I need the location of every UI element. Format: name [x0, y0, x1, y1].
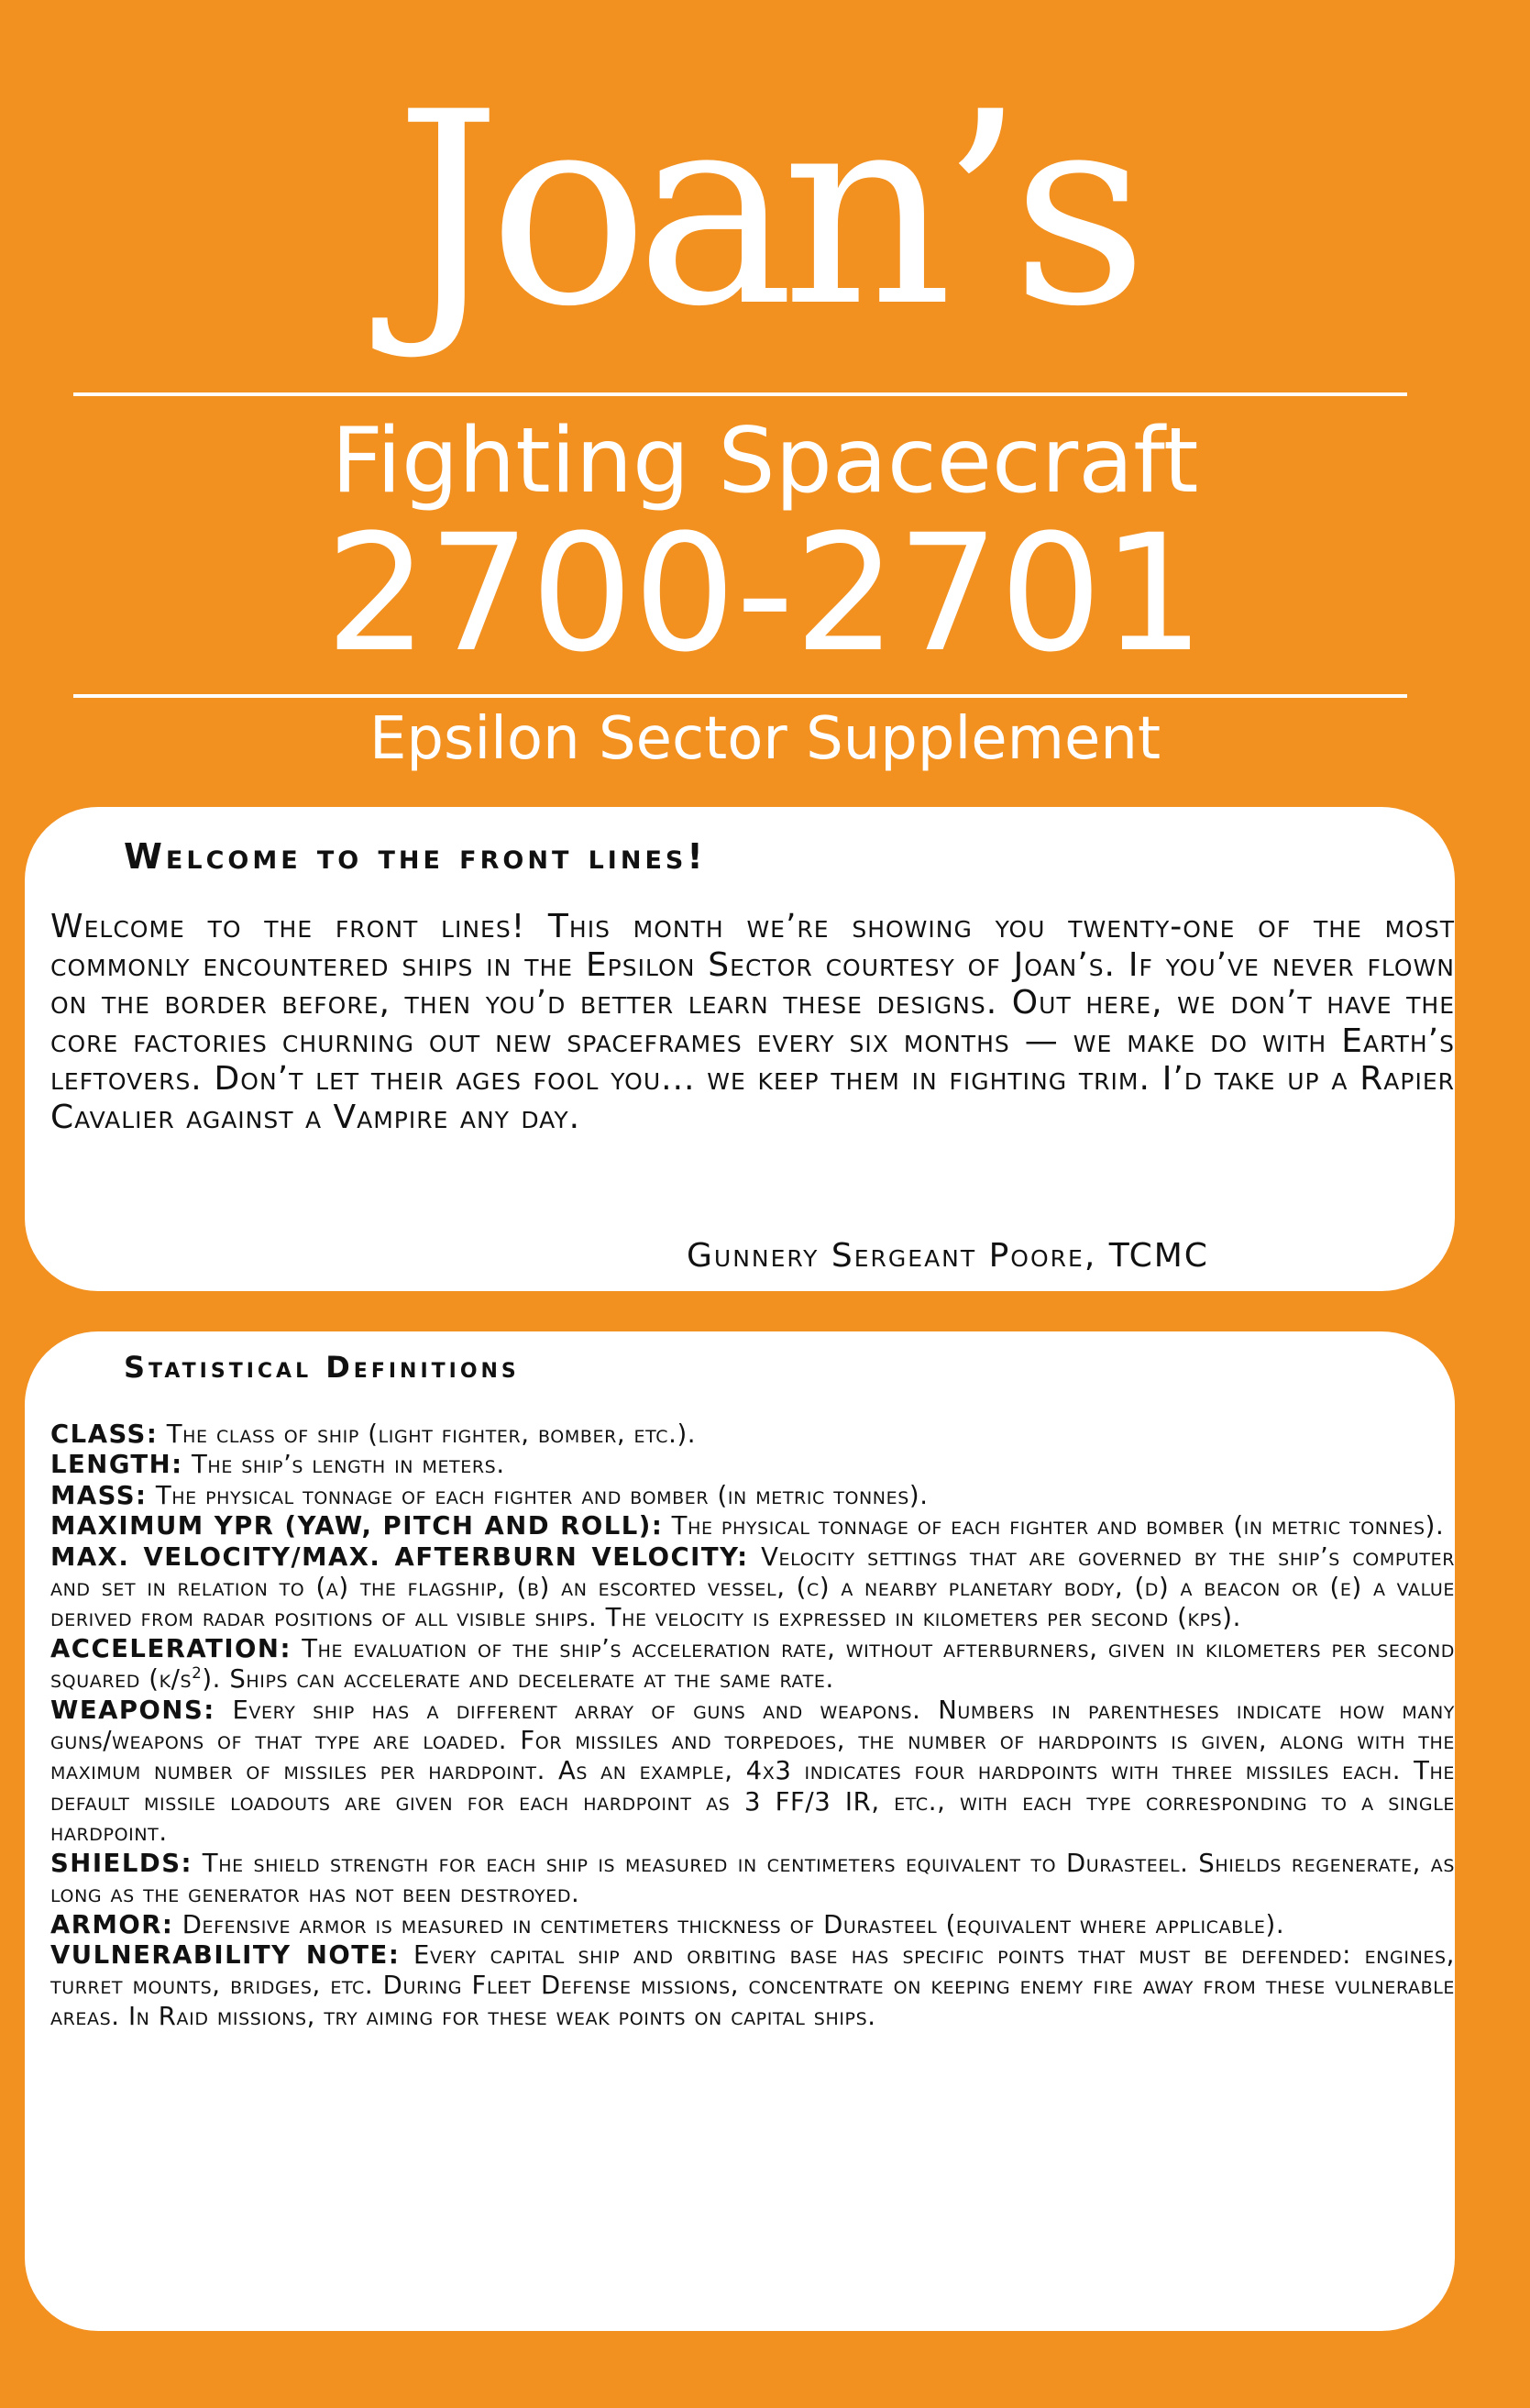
definition-shields: [50, 1849, 1455, 1910]
definition-text: Every capital ship and orbiting base has specific points that must be defended: engines, turret mounts, bridges, etc. During Fleet Defense missions, concentrate on keeping enemy fire away from these vulnerable areas. In Raid missions, try aiming for these weak points on capital ships.: [50, 1939, 1455, 2031]
welcome-body: Welcome to the front lines! This month we’re showing you twenty-one of the most commonly encountered ships in the Epsilon Sector courtesy of Joan’s. If you’ve never flown on the border before, then you’d better learn these designs. Out here, we don’t have the core factories churning out new spaceframes every six months — we make do with Earth’s leftovers. Don’t let their ages fool you... we keep them in fighting trim. I’d take up a Rapier Cavalier against a Vampire any day.: [50, 908, 1455, 1136]
definition-weapons: [50, 1696, 1455, 1849]
publication-years: 2700-2701: [325, 500, 1205, 688]
definition-armor: [50, 1910, 1455, 1940]
masthead: [0, 0, 1530, 798]
definition-term: VULNERABILITY NOTE:: [50, 1939, 401, 1970]
definition-text: The evaluation of the ship’s acceleration rate, without afterburners, given in kilometers per second squared (k/s: [50, 1633, 1455, 1695]
welcome-heading: Welcome to the front lines!: [124, 836, 707, 877]
definition-text-continued: ). Ships can accelerate and decelerate at the same rate.: [202, 1664, 834, 1695]
definition-term: MASS:: [50, 1480, 148, 1510]
definition-acceleration: [50, 1634, 1455, 1696]
definition-text: The physical tonnage of each fighter and bomber (in metric tonnes).: [663, 1511, 1445, 1541]
definition-text: The physical tonnage of each fighter and bomber (in metric tonnes).: [147, 1480, 929, 1510]
definition-superscript: 2: [192, 1664, 203, 1683]
welcome-signature: Gunnery Sergeant Poore, TCMC: [687, 1237, 1209, 1275]
definition-term: MAX. VELOCITY/MAX. AFTERBURN VELOCITY:: [50, 1541, 749, 1572]
stats-heading: Statistical Definitions: [124, 1350, 520, 1385]
definition-length: [50, 1450, 1455, 1480]
definition-text: Velocity settings that are governed by the ship’s computer and set in relation to (a) the flagship, (b) an escorted vessel, (c) a nearby planetary body, (d) a beacon or (e) a value derived from radar positions of all visible ships. The velocity is expressed in kilometers per second (kps).: [50, 1541, 1455, 1633]
definition-text: The shield strength for each ship is measured in centimeters equivalent to Durasteel. Shields regenerate, as long as the generator has not been destroyed.: [50, 1848, 1455, 1909]
brand-logo: Joan’s: [394, 56, 1136, 365]
definition-text: The class of ship (light fighter, bomber, etc.).: [158, 1419, 697, 1449]
masthead-divider-top: [73, 392, 1407, 396]
definition-text: Every ship has a different array of guns and weapons. Numbers in parentheses indicate how many guns/weapons of that type are loaded. For missiles and torpedoes, the number of hardpoints is given, along with the maximum number of missiles per hardpoint. As an example, 4x3 indicates four hardpoints with three missiles each. The default missile loadouts are given for each hardpoint as 3 FF/3 IR, etc., with each type corresponding to a single hardpoint.: [50, 1695, 1455, 1848]
definition-max-velocity: [50, 1542, 1455, 1634]
definition-mass: [50, 1481, 1455, 1511]
definition-text: Defensive armor is measured in centimeters thickness of Durasteel (equivalent where applicable).: [173, 1909, 1285, 1939]
definition-term: SHIELDS:: [50, 1848, 193, 1878]
definition-term: ARMOR:: [50, 1909, 174, 1939]
definition-vulnerability-note: [50, 1940, 1455, 2032]
statistical-definitions-panel: [25, 1331, 1455, 2331]
definition-term: CLASS:: [50, 1419, 159, 1449]
definition-maximum-ypr: [50, 1511, 1455, 1541]
definition-class: [50, 1419, 1455, 1450]
supplement-title: Epsilon Sector Supplement: [369, 705, 1161, 773]
definitions-list: [50, 1419, 1455, 2032]
welcome-panel: [25, 807, 1455, 1291]
definition-term: LENGTH:: [50, 1450, 183, 1480]
definition-term: MAXIMUM YPR (YAW, PITCH AND ROLL):: [50, 1511, 664, 1541]
definition-text: The ship’s length in meters.: [182, 1450, 505, 1480]
definition-term: ACCELERATION:: [50, 1633, 292, 1663]
masthead-divider-bottom: [73, 694, 1407, 698]
publication-subtitle: Fighting Spacecraft: [331, 409, 1199, 514]
definition-term: WEAPONS:: [50, 1695, 215, 1725]
